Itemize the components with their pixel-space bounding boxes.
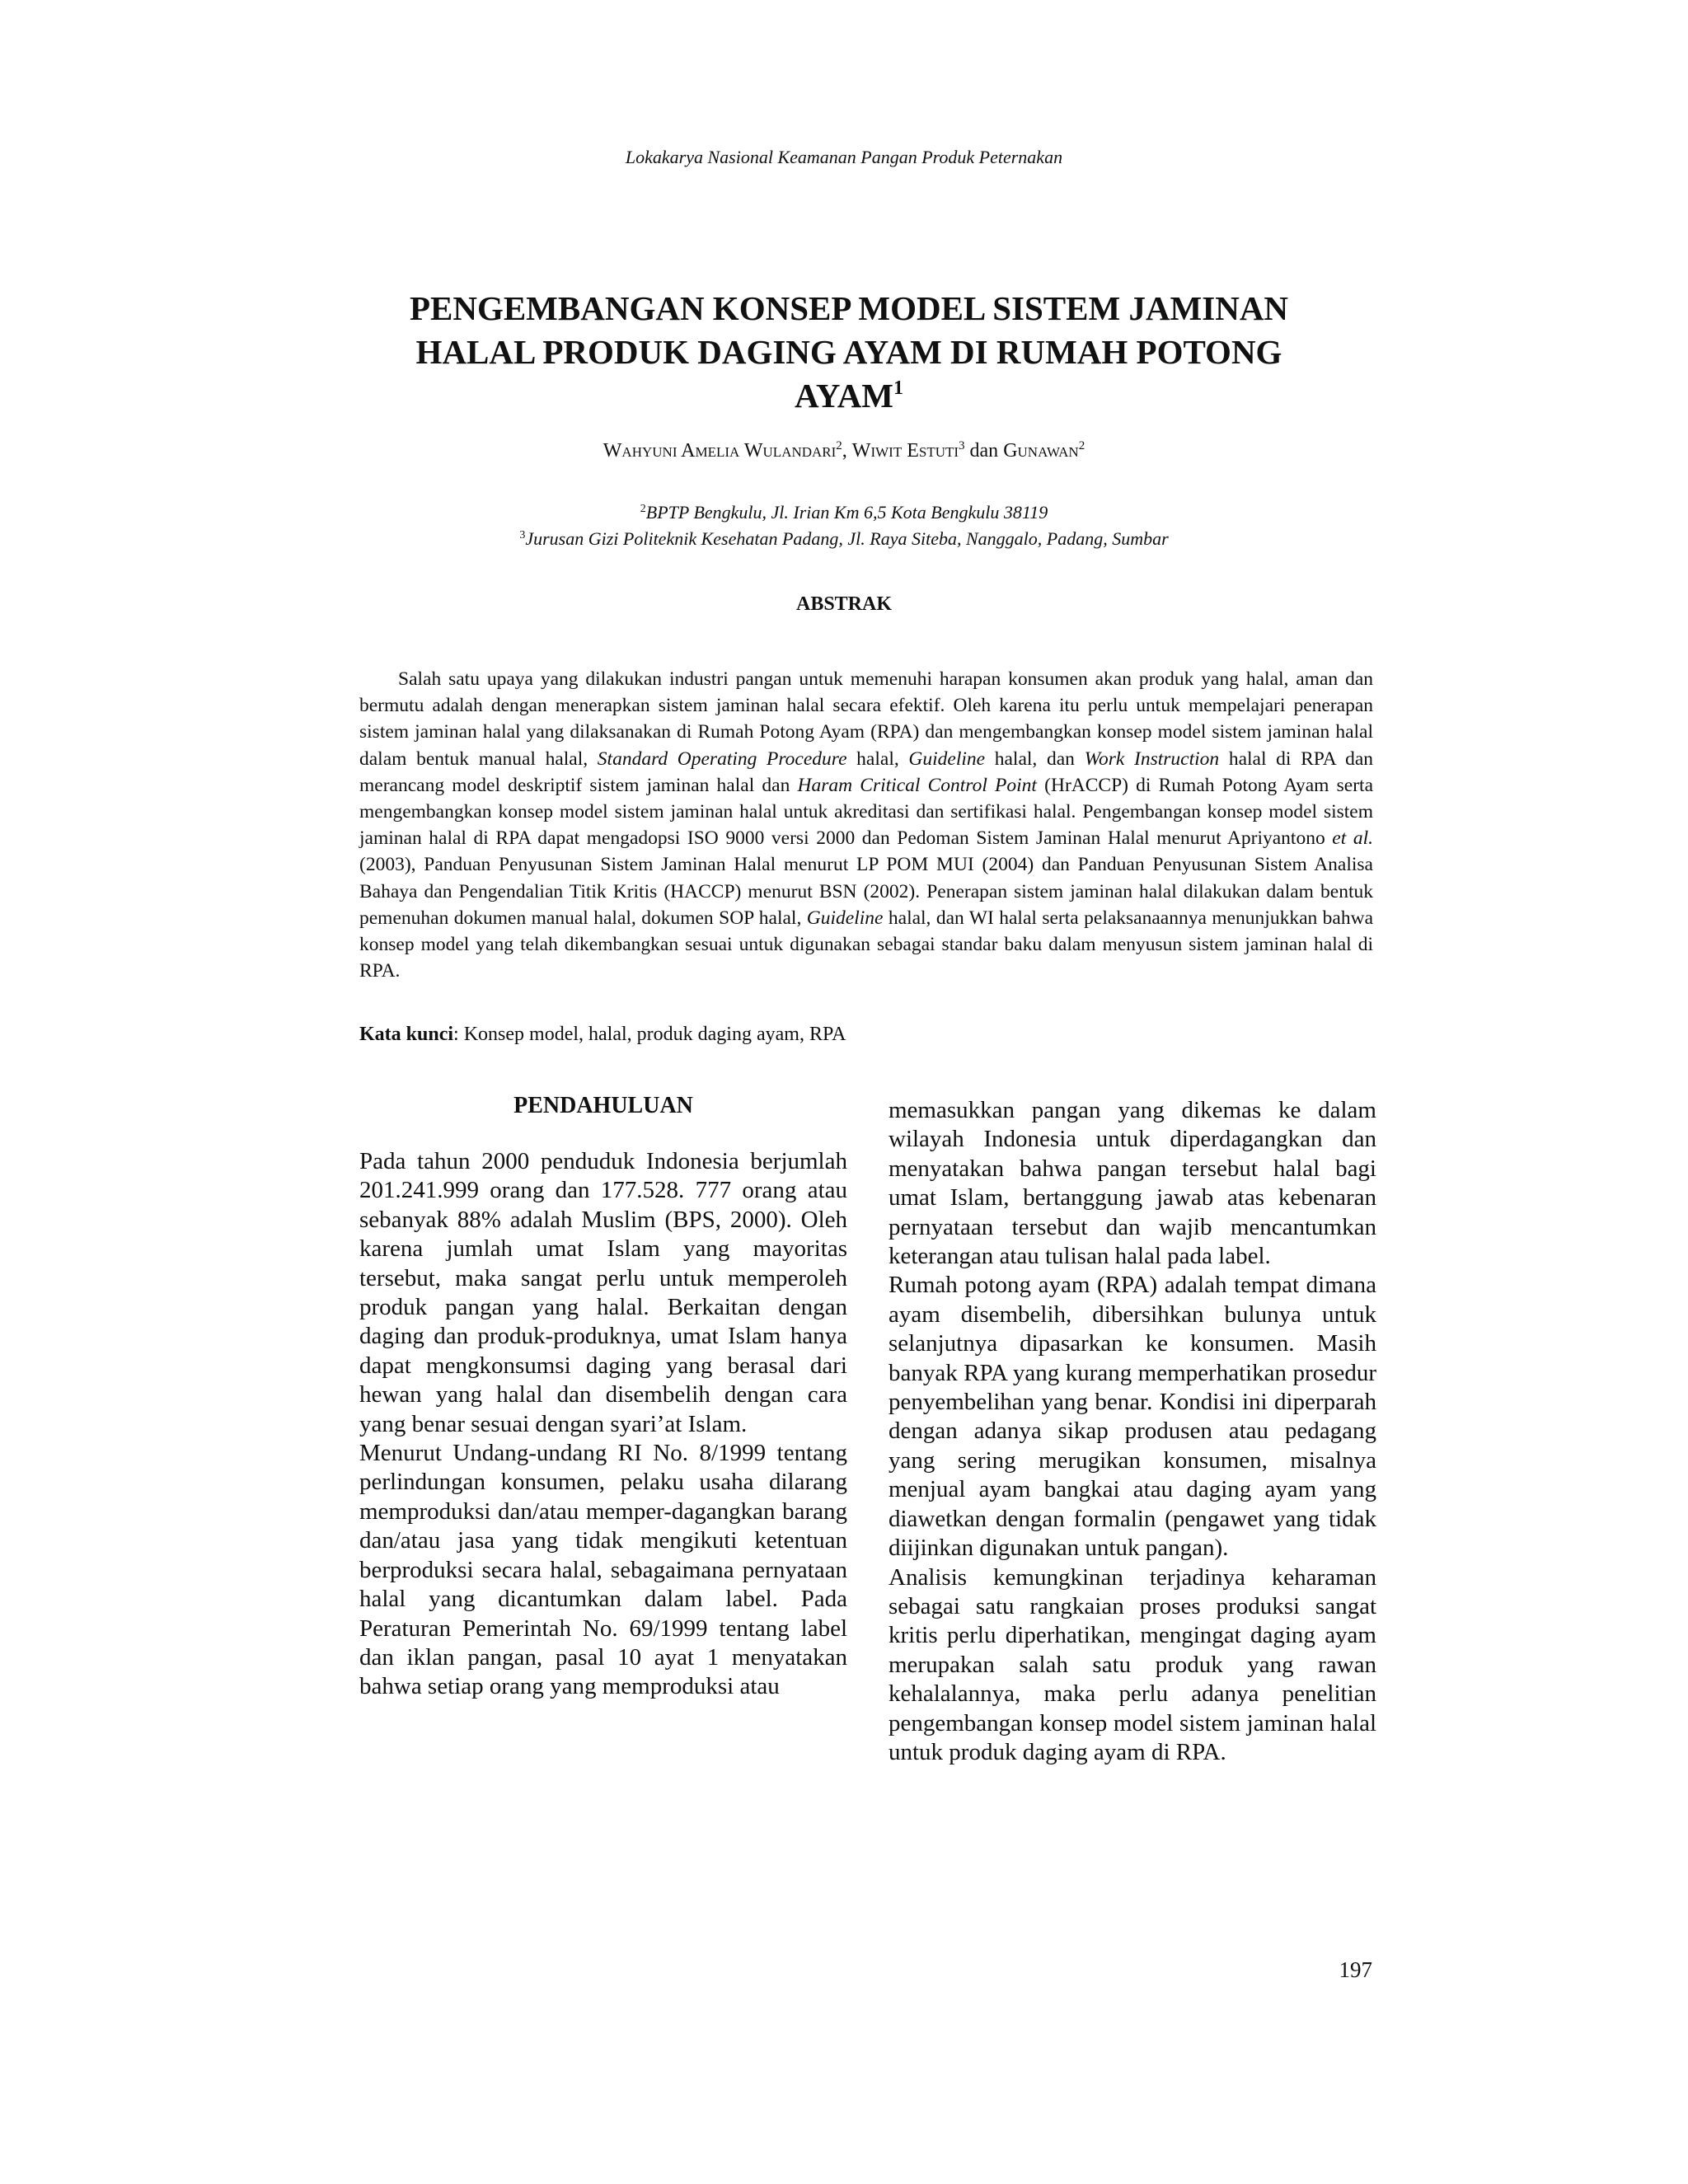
affiliation-2-mark: 3 (519, 529, 526, 541)
affiliation-1-mark: 2 (640, 503, 646, 515)
author-conjunction: dan (964, 440, 1004, 462)
body-paragraph: memasukkan pangan yang dikemas ke dalam wilayah Indonesia untuk diperdagangkan dan menyatakan bahwa pangan tersebut halal bagi umat Islam, bertanggung jawab atas kebenaran pernyataan tersebut dan wajib mencantumkan keterangan atau tulisan halal pada label. (889, 1097, 1376, 1270)
abstract-italic-term: Haram Critical Control Point (797, 774, 1037, 796)
abstract-italic-term: Guideline (806, 907, 884, 929)
abstract-segment: (2003), Panduan Penyusunan Sistem Jaminan Halal menurut LP POM MUI (2004) dan Panduan Penyusunan Sistem Analisa Bahaya dan Pengendalian Titik Kritis (HACCP) menurut BSN (2002). Penerapan sistem jaminan halal dilakukan dalam bentuk pemenuhan dokumen manual halal, dokumen SOP halal, (359, 854, 1373, 929)
affiliation-list (0, 499, 1688, 552)
abstract-segment: Salah satu upaya yang dilakukan industri pangan untuk memenuhi harapan konsumen akan produk yang halal, aman dan bermutu adalah dengan menerapkan sistem jaminan halal secara efektif. Oleh karena itu perlu untuk mempelajari penerapan sistem jaminan halal yang dilaksanakan di Rumah Potong Ayam (RPA) dan mengembangkan konsep model sistem jaminan halal dalam bentuk manual halal, (359, 668, 1373, 770)
keywords-label: Kata kunci (359, 1024, 454, 1045)
page-number: 197 (1339, 1957, 1372, 1982)
abstract-italic-term: Work Instruction (1084, 748, 1220, 770)
body-paragraph: Rumah potong ayam (RPA) adalah tempat dimana ayam disembelih, dibersihkan bulunya untuk selanjutnya dipasarkan ke konsumen. Masih banyak RPA yang kurang memperhatikan prosedur penyembelihan yang benar. Kondisi ini diperparah dengan adanya sikap produsen atau pedagang yang sering merugikan konsumen, misalnya menjual ayam bangkai atau daging ayam yang diawetkan dengan formalin (pengawet yang tidak diijinkan digunakan untuk pangan). (889, 1272, 1376, 1562)
keywords-text: : Konsep model, halal, produk daging ayam, RPA (453, 1024, 846, 1045)
affiliation-2-text: Jurusan Gizi Politeknik Kesehatan Padang, Jl. Raya Siteba, Nanggalo, Padang, Sumbar (525, 528, 1169, 549)
abstract-italic-term: et al. (1332, 827, 1373, 850)
title-line-1: PENGEMBANGAN KONSEP MODEL SISTEM JAMINAN (409, 289, 1289, 327)
author-separator: , (842, 440, 852, 462)
title-footnote-mark: 1 (893, 377, 903, 399)
body-paragraph: Menurut Undang-undang RI No. 8/1999 tentang perlindungan konsumen, pelaku usaha dilarang memproduksi dan/atau memper-dagangkan barang dan/atau jasa yang tidak mengikuti ketentuan berproduksi secara halal, sebagaimana pernyataan halal yang dicantumkan dalam label. Pada Peraturan Pemerintah No. 69/1999 tentang label dan iklan pangan, pasal 10 ayat 1 menyatakan bahwa setiap orang yang memproduksi atau (359, 1440, 847, 1700)
keywords (359, 1024, 1373, 1046)
author-2: Wiwit Estuti (851, 440, 959, 462)
author-3: Gunawan (1003, 440, 1079, 462)
paper-title (313, 287, 1385, 418)
section-heading: PENDAHULUAN (513, 1093, 693, 1118)
abstract-segment: halal, (846, 748, 909, 770)
author-2-affiliation-mark: 3 (959, 439, 965, 452)
body-paragraph: Pada tahun 2000 penduduk Indonesia berjumlah 201.241.999 orang dan 177.528. 777 orang atau sebanyak 88% adalah Muslim (BPS, 2000). Oleh karena jumlah umat Islam yang mayoritas tersebut, maka sangat perlu untuk memperoleh produk pangan yang halal. Berkaitan dengan daging dan produk-produknya, umat Islam hanya dapat mengkonsumsi daging yang berasal dari hewan yang halal dan disembelih dengan cara yang benar sesuai dengan syari’at Islam. (359, 1148, 847, 1437)
affiliation-1-text: BPTP Bengkulu, Jl. Irian Km 6,5 Kota Bengkulu 38119 (645, 502, 1048, 523)
running-header: Lokakarya Nasional Keamanan Pangan Produk Peternakan (625, 147, 1063, 167)
body-column-left (359, 1093, 847, 1702)
abstract-segment: halal di RPA dan merancang model deskriptif sistem jaminan halal dan (359, 748, 1373, 796)
abstract-segment: halal, dan WI halal serta pelaksanaannya menunjukkan bahwa konsep model yang telah dikembangkan sesuai untuk digunakan sebagai standar baku dalam menyusun sistem jaminan halal di RPA. (359, 907, 1374, 982)
affiliation-2 (0, 526, 1688, 552)
abstract-italic-term: Guideline (908, 748, 986, 770)
title-line-2: HALAL PRODUK DAGING AYAM DI RUMAH POTONG (415, 333, 1282, 371)
title-line-3 (313, 374, 1385, 418)
author-1-affiliation-mark: 2 (836, 439, 842, 452)
affiliation-1 (0, 499, 1688, 526)
title-line-3-text: AYAM (795, 377, 893, 415)
abstract-text (359, 666, 1373, 984)
body-column-right (889, 1096, 1376, 1767)
abstract-italic-term: Standard Operating Procedure (597, 748, 847, 770)
abstract-heading: ABSTRAK (795, 593, 893, 615)
author-1: Wahyuni Amelia Wulandari (603, 440, 837, 462)
body-paragraph: Analisis kemungkinan terjadinya keharaman sebagai satu rangkaian proses produksi sangat kritis perlu diperhatikan, mengingat daging ayam merupakan salah satu produk yang rawan kehalalannya, maka perlu adanya penelitian pengembangan konsep model sistem jaminan halal untuk produk daging ayam di RPA. (889, 1563, 1376, 1765)
author-3-affiliation-mark: 2 (1078, 439, 1085, 452)
author-list (0, 440, 1688, 462)
abstract-segment: halal, dan (985, 748, 1085, 770)
abstract-segment: (HrACCP) di Rumah Potong Ayam serta mengembangkan konsep model sistem jaminan halal untuk akreditasi dan sertifikasi halal. Pengembangan konsep model sistem jaminan halal di RPA dapat mengadopsi ISO 9000 versi 2000 dan Pedoman Sistem Jaminan Halal menurut Apriyantono (359, 774, 1374, 850)
